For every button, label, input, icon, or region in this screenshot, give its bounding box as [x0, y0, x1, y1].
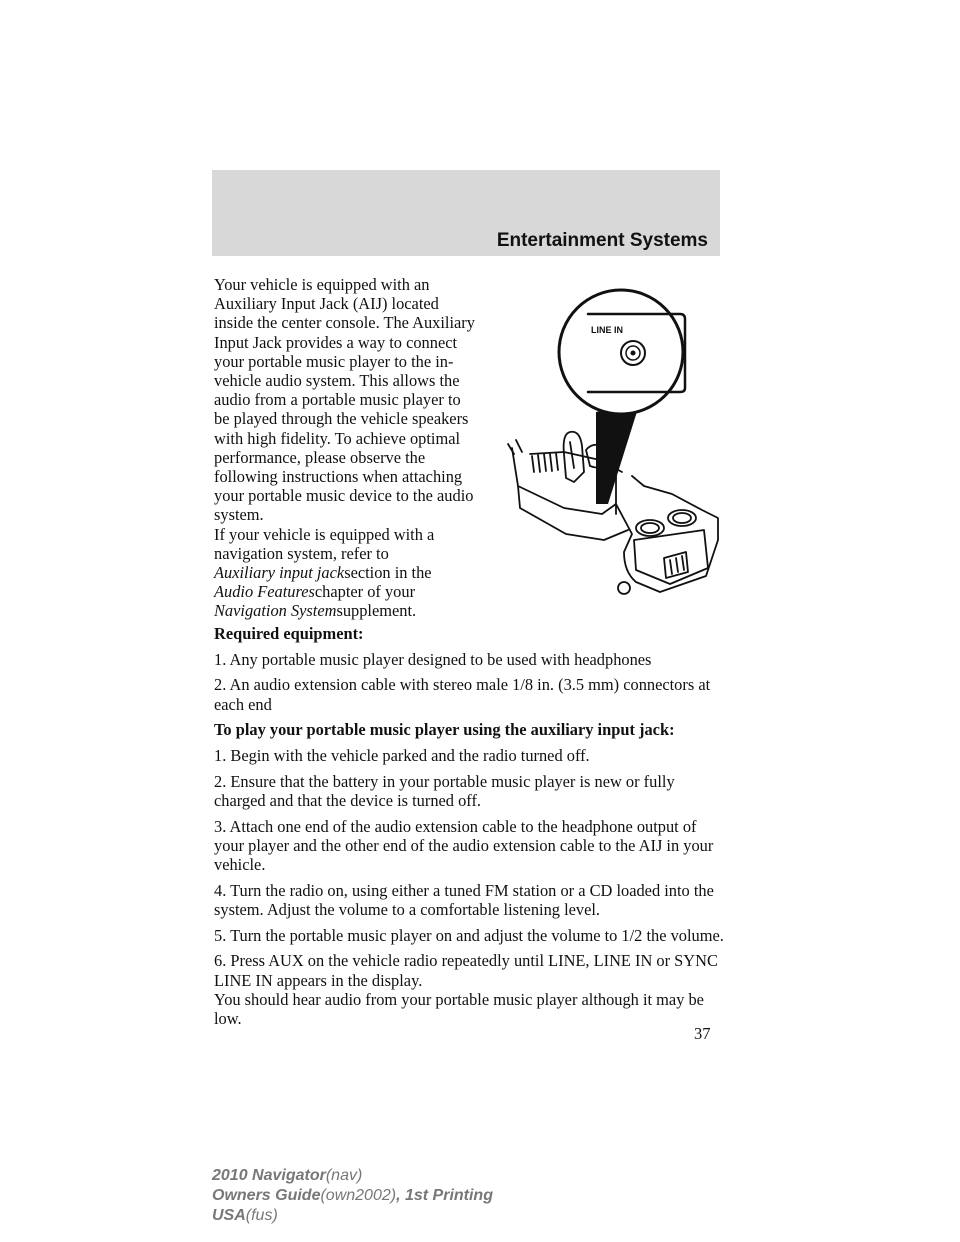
nav-note-text-3: chapter of your: [314, 582, 416, 602]
footer-guide: Owners Guide: [212, 1187, 321, 1204]
footer-model: 2010 Navigator: [212, 1167, 326, 1184]
page-number: 37: [694, 1024, 711, 1043]
line-in-label: LINE IN: [591, 325, 624, 335]
intro-paragraph: [214, 275, 476, 525]
step-4: 4. Turn the radio on, using either a tuned FM station or a CD loaded into the system. Adjust the volume to a comfortable listening level.: [214, 880, 714, 919]
navigation-note: [214, 525, 476, 621]
jack-hole: [631, 351, 636, 356]
play-instructions-heading: To play your portable music player using the auxiliary input jack:: [214, 720, 675, 740]
footer-market: USA: [212, 1207, 246, 1224]
section-header-bar: [212, 170, 720, 256]
footer-guide-code: (own2002): [320, 1187, 397, 1204]
aux-jack-illustration: [504, 272, 720, 616]
nav-note-text-2: section in the: [344, 563, 432, 583]
print-footer: [212, 1166, 493, 1226]
footer-market-code: (fus): [245, 1207, 278, 1224]
step-6: 6. Press AUX on the vehicle radio repeatedly until LINE, LINE IN or SYNC LINE IN appears in the display.: [214, 951, 718, 990]
step-3: 3. Attach one end of the audio extension cable to the headphone output of your player and the other end of the audio extension cable to the AIJ in your vehicle.: [214, 816, 714, 875]
step-5: 5. Turn the portable music player on and adjust the volume to 1/2 the volume.: [214, 925, 724, 945]
footer-printing: , 1st Printing: [396, 1187, 493, 1204]
console-diagram: [504, 272, 720, 616]
audio-features-reference: Audio Features: [214, 582, 315, 602]
main-text: [214, 624, 724, 1035]
footer-model-code: (nav): [325, 1167, 363, 1184]
aux-jack-reference: Auxiliary input jack: [214, 563, 345, 583]
intro-paragraph-text: Your vehicle is equipped with an Auxiliary Input Jack (AIJ) located inside the center console. The Auxiliary Input Jack provides a way to connect your portable music player to the in-vehicle audio system. This allows the audio from a portable music player to be played through the vehicle speakers with high fidelity. To achieve optimal performance, please observe the following instructions when attaching your portable music device to the audio system.: [214, 275, 475, 525]
nav-note-text-4: supplement.: [336, 601, 417, 621]
step-1: 1. Begin with the vehicle parked and the radio turned off.: [214, 746, 590, 766]
nav-system-reference: Navigation System: [214, 601, 337, 621]
footer-line-1: [212, 1166, 493, 1186]
step-2: 2. Ensure that the battery in your portable music player is new or fully charged and that the device is turned off.: [214, 771, 675, 810]
closing-note: You should hear audio from your portable music player although it may be low.: [214, 989, 704, 1028]
callout-pointer: [596, 402, 640, 504]
section-title: Entertainment Systems: [496, 230, 708, 251]
requirement-2: 2. An audio extension cable with stereo male 1/8 in. (3.5 mm) connectors at each end: [214, 675, 711, 714]
requirement-1: 1. Any portable music player designed to be used with headphones: [214, 649, 652, 669]
nav-note-text: If your vehicle is equipped with a navigation system, refer to: [214, 524, 435, 563]
footer-line-3: [212, 1206, 493, 1226]
footer-line-2: [212, 1186, 493, 1206]
required-equipment-heading: Required equipment:: [214, 624, 364, 643]
intro-text: [214, 275, 476, 621]
